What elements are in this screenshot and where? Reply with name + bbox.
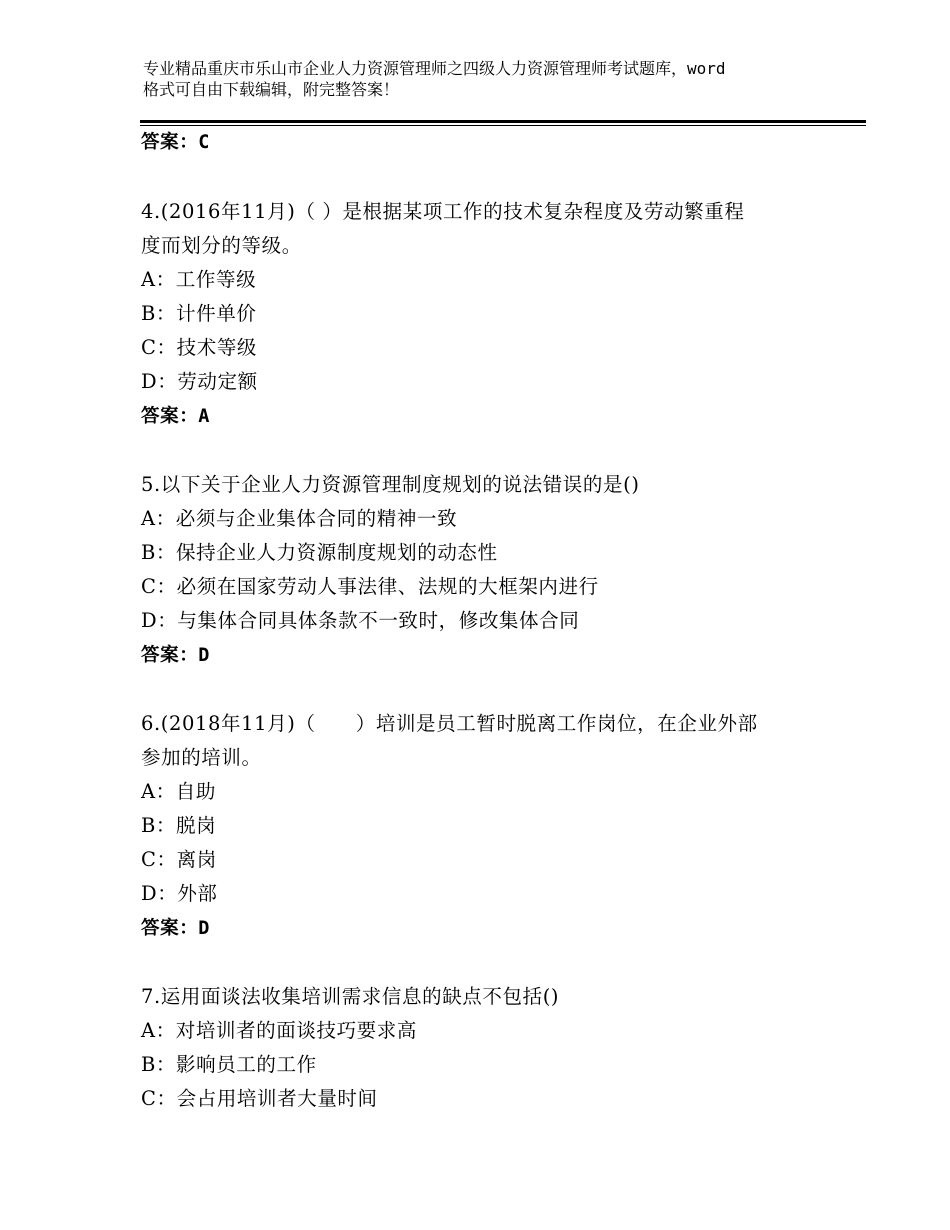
question-6-option-a: A：自助 (141, 780, 216, 803)
question-6-option-d: D：外部 (141, 882, 218, 905)
header-line-1: 专业精品重庆市乐山市企业人力资源管理师之四级人力资源管理师考试题库，word (143, 59, 726, 78)
previous-answer: 答案：C (141, 132, 211, 153)
question-5-option-d: D：与集体合同具体条款不一致时，修改集体合同 (141, 609, 580, 632)
header-line-2: 格式可自由下载编辑，附完整答案！ (143, 80, 400, 99)
question-5-option-c: C：必须在国家劳动人事法律、法规的大框架内进行 (141, 575, 599, 598)
question-4-option-d: D：劳动定额 (141, 370, 258, 393)
question-6-option-b: B：脱岗 (141, 814, 217, 837)
question-4-answer: 答案：A (141, 406, 211, 427)
question-7-option-b: B：影响员工的工作 (141, 1053, 317, 1076)
question-5-stem: 5.以下关于企业人力资源管理制度规划的说法错误的是() (141, 473, 640, 496)
header-divider-thin (140, 125, 866, 126)
question-4-option-a: A：工作等级 (141, 268, 257, 291)
question-5-option-b: B：保持企业人力资源制度规划的动态性 (141, 541, 498, 564)
question-4-option-b: B：计件单价 (141, 302, 257, 325)
question-6-answer: 答案：D (141, 918, 211, 939)
question-7-option-a: A：对培训者的面谈技巧要求高 (141, 1019, 417, 1042)
question-4-option-c: C：技术等级 (141, 336, 258, 359)
header-divider-thick (140, 120, 866, 123)
question-5-answer: 答案：D (141, 645, 211, 666)
question-6-stem-line-1: 6.(2018年11月)（ ）培训是员工暂时脱离工作岗位，在企业外部 (141, 712, 758, 735)
document-header (143, 58, 843, 100)
question-4-stem-line-2: 度而划分的等级。 (141, 234, 302, 257)
question-7-option-c: C：会占用培训者大量时间 (141, 1087, 378, 1110)
question-4-stem-line-1: 4.(2016年11月)（ ）是根据某项工作的技术复杂程度及劳动繁重程 (141, 200, 745, 223)
question-5-option-a: A：必须与企业集体合同的精神一致 (141, 507, 458, 530)
question-7-stem: 7.运用面谈法收集培训需求信息的缺点不包括() (141, 985, 560, 1008)
question-6-stem-line-2: 参加的培训。 (141, 746, 262, 769)
question-6-option-c: C：离岗 (141, 848, 217, 871)
